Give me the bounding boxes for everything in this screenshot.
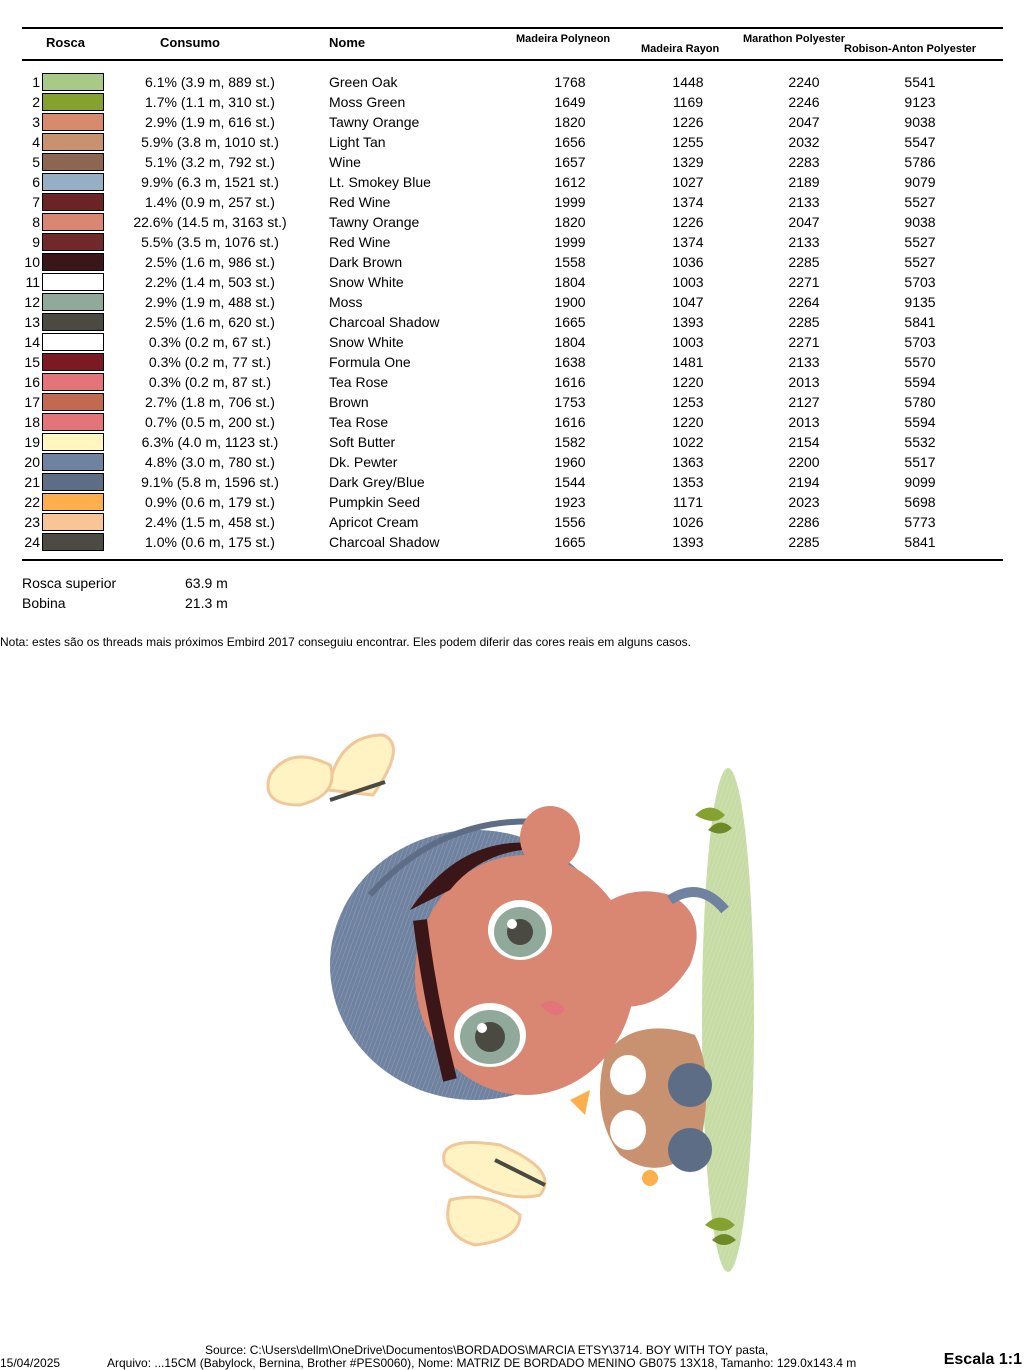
row-madeira-rayon: 1255 [672, 134, 704, 150]
row-madeira-rayon: 1448 [672, 74, 704, 90]
row-consumption: 2.7% (1.8 m, 706 st.) [145, 394, 275, 410]
color-swatch [42, 333, 104, 351]
row-madeira-polyneon: 1556 [554, 514, 586, 530]
color-swatch [42, 473, 104, 491]
row-name: Tawny Orange [329, 214, 420, 230]
table-row [0, 92, 1024, 112]
row-marathon: 2133 [788, 234, 820, 250]
row-madeira-rayon: 1481 [672, 354, 704, 370]
row-consumption: 1.4% (0.9 m, 257 st.) [145, 194, 275, 210]
top-thread-value: 63.9 m [185, 575, 228, 591]
row-marathon: 2154 [788, 434, 820, 450]
row-madeira-rayon: 1226 [672, 114, 704, 130]
row-name: Charcoal Shadow [329, 534, 440, 550]
row-madeira-polyneon: 1649 [554, 94, 586, 110]
row-name: Dark Grey/Blue [329, 474, 425, 490]
row-madeira-rayon: 1363 [672, 454, 704, 470]
row-marathon: 2133 [788, 194, 820, 210]
row-name: Moss [329, 294, 363, 310]
row-marathon: 2264 [788, 294, 820, 310]
row-number: 6 [32, 174, 40, 190]
row-madeira-rayon: 1003 [672, 274, 704, 290]
row-robison: 5698 [904, 494, 936, 510]
color-swatch [42, 113, 104, 131]
color-swatch [42, 313, 104, 331]
color-swatch [42, 133, 104, 151]
row-madeira-rayon: 1169 [672, 94, 704, 110]
row-robison: 9038 [904, 214, 936, 230]
row-robison: 5780 [904, 394, 936, 410]
row-number: 24 [24, 534, 40, 550]
color-swatch [42, 213, 104, 231]
row-name: Dk. Pewter [329, 454, 398, 470]
row-madeira-polyneon: 1665 [554, 534, 586, 550]
row-marathon: 2194 [788, 474, 820, 490]
row-madeira-polyneon: 1804 [554, 274, 586, 290]
row-madeira-rayon: 1374 [672, 194, 704, 210]
row-madeira-polyneon: 1657 [554, 154, 586, 170]
butterfly-bottom [444, 1143, 545, 1246]
row-madeira-polyneon: 1960 [554, 454, 586, 470]
row-marathon: 2047 [788, 114, 820, 130]
row-name: Apricot Cream [329, 514, 419, 530]
row-madeira-polyneon: 1612 [554, 174, 586, 190]
row-number: 5 [32, 154, 40, 170]
color-swatch [42, 453, 104, 471]
row-marathon: 2023 [788, 494, 820, 510]
color-swatch [42, 193, 104, 211]
table-row [0, 152, 1024, 172]
table-row [0, 212, 1024, 232]
row-consumption: 5.5% (3.5 m, 1076 st.) [141, 234, 279, 250]
table-row [0, 392, 1024, 412]
row-name: Wine [329, 154, 361, 170]
table-row [0, 492, 1024, 512]
color-swatch [42, 513, 104, 531]
bobbin-value: 21.3 m [185, 595, 228, 611]
top-thread-label: Rosca superior [22, 575, 117, 591]
row-consumption: 2.4% (1.5 m, 458 st.) [145, 514, 275, 530]
row-robison: 5547 [904, 134, 936, 150]
row-madeira-rayon: 1022 [672, 434, 704, 450]
row-consumption: 1.0% (0.6 m, 175 st.) [145, 534, 275, 550]
color-swatch [42, 273, 104, 291]
row-consumption: 2.9% (1.9 m, 488 st.) [145, 294, 275, 310]
row-number: 17 [24, 394, 40, 410]
bottom-rule [22, 559, 1003, 561]
row-name: Red Wine [329, 194, 391, 210]
color-swatch [42, 433, 104, 451]
row-robison: 5773 [904, 514, 936, 530]
table-row [0, 512, 1024, 532]
embroidery-preview [250, 720, 770, 1280]
color-swatch [42, 393, 104, 411]
footer-date: 15/04/2025 [0, 1356, 61, 1370]
row-consumption: 4.8% (3.0 m, 780 st.) [145, 454, 275, 470]
color-swatch [42, 293, 104, 311]
row-marathon: 2286 [788, 514, 820, 530]
row-madeira-rayon: 1003 [672, 334, 704, 350]
row-number: 22 [24, 494, 40, 510]
row-marathon: 2200 [788, 454, 820, 470]
row-consumption: 22.6% (14.5 m, 3163 st.) [133, 214, 287, 230]
row-marathon: 2271 [788, 334, 820, 350]
grass-strip [702, 768, 754, 1272]
row-robison: 5703 [904, 274, 936, 290]
row-name: Light Tan [329, 134, 386, 150]
row-marathon: 2189 [788, 174, 820, 190]
row-name: Charcoal Shadow [329, 314, 440, 330]
row-robison: 9135 [904, 294, 936, 310]
table-row [0, 292, 1024, 312]
table-row [0, 72, 1024, 92]
row-madeira-polyneon: 1558 [554, 254, 586, 270]
row-consumption: 5.1% (3.2 m, 792 st.) [145, 154, 275, 170]
row-madeira-polyneon: 1665 [554, 314, 586, 330]
header-marathon: Marathon Polyester [743, 33, 846, 45]
row-name: Moss Green [329, 94, 406, 110]
color-swatch [42, 493, 104, 511]
row-marathon: 2271 [788, 274, 820, 290]
row-number: 15 [24, 354, 40, 370]
row-madeira-rayon: 1374 [672, 234, 704, 250]
row-madeira-rayon: 1393 [672, 314, 704, 330]
bobbin-label: Bobina [22, 595, 66, 611]
color-swatch [42, 253, 104, 271]
color-swatch [42, 233, 104, 251]
header-robison: Robison-Anton Polyester [844, 43, 977, 55]
row-number: 19 [24, 434, 40, 450]
row-robison: 9079 [904, 174, 936, 190]
row-madeira-rayon: 1220 [672, 414, 704, 430]
row-marathon: 2285 [788, 254, 820, 270]
row-consumption: 9.1% (5.8 m, 1596 st.) [141, 474, 279, 490]
table-row [0, 172, 1024, 192]
row-robison: 9038 [904, 114, 936, 130]
row-marathon: 2285 [788, 534, 820, 550]
row-number: 10 [24, 254, 40, 270]
row-number: 12 [24, 294, 40, 310]
row-madeira-rayon: 1036 [672, 254, 704, 270]
row-number: 21 [24, 474, 40, 490]
header-rule [22, 59, 1003, 61]
header-madeira-polyneon: Madeira Polyneon [516, 33, 611, 45]
color-swatch [42, 533, 104, 551]
table-row [0, 452, 1024, 472]
butterfly-top [268, 735, 393, 805]
row-number: 8 [32, 214, 40, 230]
row-madeira-rayon: 1353 [672, 474, 704, 490]
row-number: 4 [32, 134, 40, 150]
row-robison: 5541 [904, 74, 936, 90]
row-madeira-polyneon: 1820 [554, 214, 586, 230]
color-swatch [42, 73, 104, 91]
row-madeira-rayon: 1047 [672, 294, 704, 310]
row-madeira-polyneon: 1923 [554, 494, 586, 510]
row-madeira-polyneon: 1999 [554, 194, 586, 210]
table-row [0, 432, 1024, 452]
color-swatch [42, 413, 104, 431]
table-row [0, 472, 1024, 492]
row-robison: 9099 [904, 474, 936, 490]
row-marathon: 2013 [788, 414, 820, 430]
row-robison: 5786 [904, 154, 936, 170]
row-number: 16 [24, 374, 40, 390]
row-number: 14 [24, 334, 40, 350]
row-robison: 5594 [904, 414, 936, 430]
row-consumption: 0.3% (0.2 m, 87 st.) [148, 374, 272, 390]
color-swatch [42, 353, 104, 371]
table-row [0, 372, 1024, 392]
table-row [0, 252, 1024, 272]
row-number: 23 [24, 514, 40, 530]
row-name: Lt. Smokey Blue [329, 174, 431, 190]
header-name: Nome [329, 35, 366, 50]
row-robison: 5570 [904, 354, 936, 370]
row-madeira-polyneon: 1999 [554, 234, 586, 250]
row-madeira-rayon: 1220 [672, 374, 704, 390]
row-consumption: 2.5% (1.6 m, 620 st.) [145, 314, 275, 330]
row-madeira-polyneon: 1900 [554, 294, 586, 310]
table-row [0, 192, 1024, 212]
row-madeira-polyneon: 1804 [554, 334, 586, 350]
row-number: 20 [24, 454, 40, 470]
table-row [0, 232, 1024, 252]
row-consumption: 6.3% (4.0 m, 1123 st.) [141, 434, 279, 450]
row-marathon: 2240 [788, 74, 820, 90]
row-robison: 5527 [904, 234, 936, 250]
header-madeira-rayon: Madeira Rayon [641, 43, 720, 55]
row-consumption: 2.9% (1.9 m, 616 st.) [145, 114, 275, 130]
row-marathon: 2285 [788, 314, 820, 330]
row-robison: 5527 [904, 194, 936, 210]
header-thread: Rosca [46, 35, 86, 50]
row-consumption: 9.9% (6.3 m, 1521 st.) [141, 174, 279, 190]
footer-file: Arquivo: ...15CM (Babylock, Bernina, Brother #PES0060), Nome: MATRIZ DE BORDADO MENINO GB075 13X18, Tamanho: 129.0x143.4 m [107, 1356, 857, 1370]
row-number: 7 [32, 194, 40, 210]
row-madeira-polyneon: 1656 [554, 134, 586, 150]
table-row [0, 112, 1024, 132]
row-marathon: 2047 [788, 214, 820, 230]
row-name: Formula One [329, 354, 411, 370]
row-robison: 5527 [904, 254, 936, 270]
table-row [0, 352, 1024, 372]
row-name: Soft Butter [329, 434, 396, 450]
row-madeira-polyneon: 1638 [554, 354, 586, 370]
row-madeira-rayon: 1253 [672, 394, 704, 410]
row-robison: 5517 [904, 454, 936, 470]
color-swatch [42, 93, 104, 111]
color-swatch [42, 373, 104, 391]
row-number: 9 [32, 234, 40, 250]
row-consumption: 0.3% (0.2 m, 67 st.) [148, 334, 272, 350]
top-rule [22, 27, 1003, 29]
row-madeira-polyneon: 1544 [554, 474, 586, 490]
row-number: 11 [25, 274, 40, 290]
row-name: Tea Rose [329, 374, 389, 390]
row-robison: 5841 [904, 534, 936, 550]
row-madeira-polyneon: 1582 [554, 434, 586, 450]
note-text: Nota: estes são os threads mais próximos Embird 2017 conseguiu encontrar. Eles podem diferir das cores reais em alguns casos. [0, 635, 692, 649]
row-robison: 5594 [904, 374, 936, 390]
table-row [0, 272, 1024, 292]
row-marathon: 2246 [788, 94, 820, 110]
row-consumption: 0.7% (0.5 m, 200 st.) [145, 414, 275, 430]
table-row [0, 312, 1024, 332]
row-robison: 5532 [904, 434, 936, 450]
row-name: Red Wine [329, 234, 391, 250]
row-number: 3 [32, 114, 40, 130]
header-consumption: Consumo [160, 35, 220, 50]
row-madeira-polyneon: 1616 [554, 414, 586, 430]
row-madeira-polyneon: 1820 [554, 114, 586, 130]
row-name: Tea Rose [329, 414, 389, 430]
row-name: Tawny Orange [329, 114, 420, 130]
scale-label: Escala 1:1 [943, 1351, 1022, 1368]
row-madeira-rayon: 1393 [672, 534, 704, 550]
row-name: Snow White [329, 274, 404, 290]
row-robison: 5703 [904, 334, 936, 350]
row-consumption: 5.9% (3.8 m, 1010 st.) [141, 134, 279, 150]
row-consumption: 2.2% (1.4 m, 503 st.) [145, 274, 275, 290]
row-number: 2 [32, 94, 40, 110]
row-consumption: 0.9% (0.6 m, 179 st.) [145, 494, 275, 510]
row-marathon: 2283 [788, 154, 820, 170]
row-name: Green Oak [329, 74, 398, 90]
row-number: 18 [24, 414, 40, 430]
row-madeira-rayon: 1027 [672, 174, 704, 190]
row-madeira-rayon: 1226 [672, 214, 704, 230]
row-robison: 9123 [904, 94, 936, 110]
row-marathon: 2133 [788, 354, 820, 370]
row-name: Snow White [329, 334, 404, 350]
row-madeira-rayon: 1171 [672, 494, 704, 510]
row-madeira-polyneon: 1616 [554, 374, 586, 390]
row-madeira-rayon: 1026 [672, 514, 704, 530]
row-consumption: 2.5% (1.6 m, 986 st.) [145, 254, 275, 270]
color-swatch [42, 153, 104, 171]
row-consumption: 6.1% (3.9 m, 889 st.) [145, 74, 275, 90]
table-row [0, 532, 1024, 552]
row-name: Pumpkin Seed [329, 494, 421, 510]
row-madeira-polyneon: 1753 [554, 394, 586, 410]
row-madeira-rayon: 1329 [672, 154, 704, 170]
footer-source: Source: C:\Users\dellm\OneDrive\Documentos\BORDADOS\MARCIA ETSY\3714. BOY WITH TOY pasta, [205, 1343, 769, 1357]
row-name: Dark Brown [329, 254, 403, 270]
table-row [0, 132, 1024, 152]
table-row [0, 412, 1024, 432]
row-consumption: 0.3% (0.2 m, 77 st.) [148, 354, 272, 370]
row-consumption: 1.7% (1.1 m, 310 st.) [145, 94, 275, 110]
row-number: 13 [24, 314, 40, 330]
color-swatch [42, 173, 104, 191]
row-number: 1 [32, 74, 40, 90]
row-madeira-polyneon: 1768 [554, 74, 586, 90]
row-marathon: 2032 [788, 134, 820, 150]
row-name: Brown [329, 394, 369, 410]
row-robison: 5841 [904, 314, 936, 330]
row-marathon: 2127 [788, 394, 820, 410]
row-marathon: 2013 [788, 374, 820, 390]
table-row [0, 332, 1024, 352]
